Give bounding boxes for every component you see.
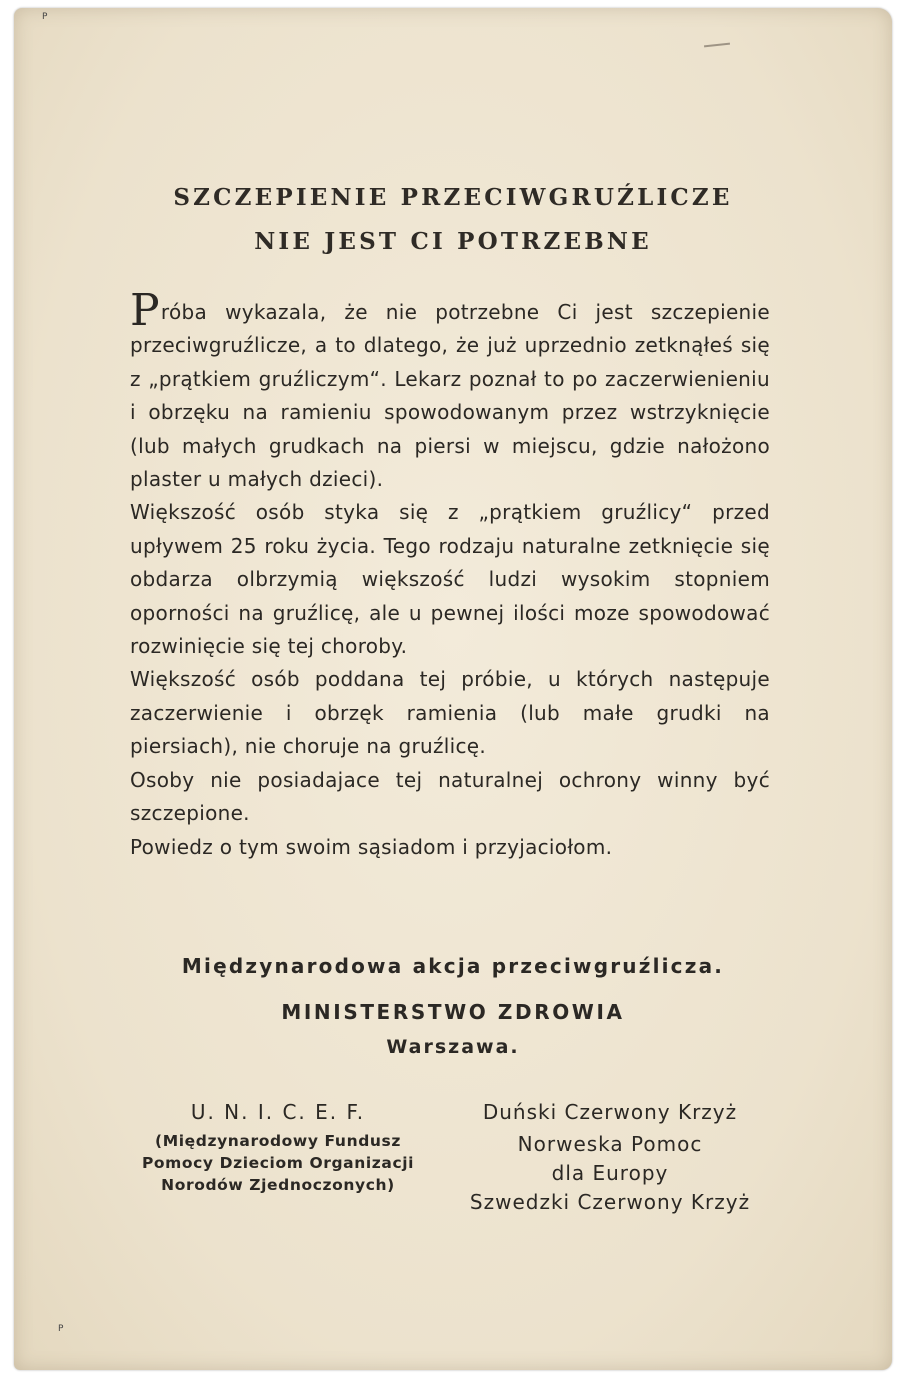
unicef-acronym: U. N. I. C. E. F. — [190, 1100, 366, 1124]
partners-block — [450, 1094, 770, 1217]
unicef-line-1: (Międzynarodowy Fundusz — [155, 1132, 401, 1150]
partner-danish-red-cross: Duński Czerwony Krzyż — [482, 1100, 738, 1124]
title-line-1: SZCZEPIENIE PRZECIWGRUŹLICZE — [173, 184, 733, 211]
leaflet-card — [14, 8, 892, 1370]
pen-mark — [704, 43, 730, 48]
organization-line: Międzynarodowa akcja przeciwgruźlicza. — [181, 954, 725, 978]
unicef-line-2: Pomocy Dzieciom Organizacji — [141, 1154, 415, 1172]
partner-norwegian-aid: Norweska Pomoc — [517, 1132, 703, 1156]
paragraph-2: Większość osób styka się z „prątkiem gruźlicy“ przed upływem 25 roku życia. Tego rodzaju naturalne zetknięcie się obdarza olbrzymią większość ludzi wysokim stopniem oporności na gruźlicę, ale u pewnej ilości moze spowodować rozwinięcie się tej choroby. — [130, 500, 770, 659]
unicef-line-3: Norodów Zjednoczonych) — [161, 1176, 395, 1194]
paragraph-1-text: róba wykazala, że nie potrzebne Ci jest szczepienie przeciwgruźlicze, a to dlatego, że już uprzednio zetknąłeś się z „prątkiem gruźliczym“. Lekarz poznał to po zaczerwienieniu i obrzęku na ramieniu spowodowanym przez wstrzyknięcie (lub małych grudkach na piersi w miejscu, gdzie nałożono plaster u małych dzieci). — [130, 300, 770, 492]
body-text — [130, 285, 770, 864]
city-line: Warszawa. — [386, 1036, 520, 1058]
corner-mark-top: P — [42, 12, 48, 22]
title-line-2: NIE JEST CI POTRZEBNE — [254, 228, 652, 255]
ministry-line: MINISTERSTWO ZDROWIA — [281, 1000, 625, 1024]
paragraph-3: Większość osób poddana tej próbie, u których następuje zaczerwienie i obrzęk ramienia (lub małe grudki na piersiach), nie choruje na gruźlicę. — [130, 667, 770, 759]
corner-mark-bottom: P — [58, 1324, 64, 1334]
paragraph-1 — [130, 285, 770, 496]
paragraph-5: Powiedz o tym swoim sąsiadom i przyjaciołom. — [130, 834, 613, 859]
paragraph-4: Osoby nie posiadajace tej naturalnej ochrony winny być szczepione. — [130, 767, 770, 826]
partner-swedish-red-cross: Szwedzki Czerwony Krzyż — [469, 1190, 751, 1214]
drop-cap: P — [130, 285, 160, 336]
partner-for-europe: dla Europy — [551, 1161, 669, 1185]
unicef-block — [118, 1094, 438, 1196]
